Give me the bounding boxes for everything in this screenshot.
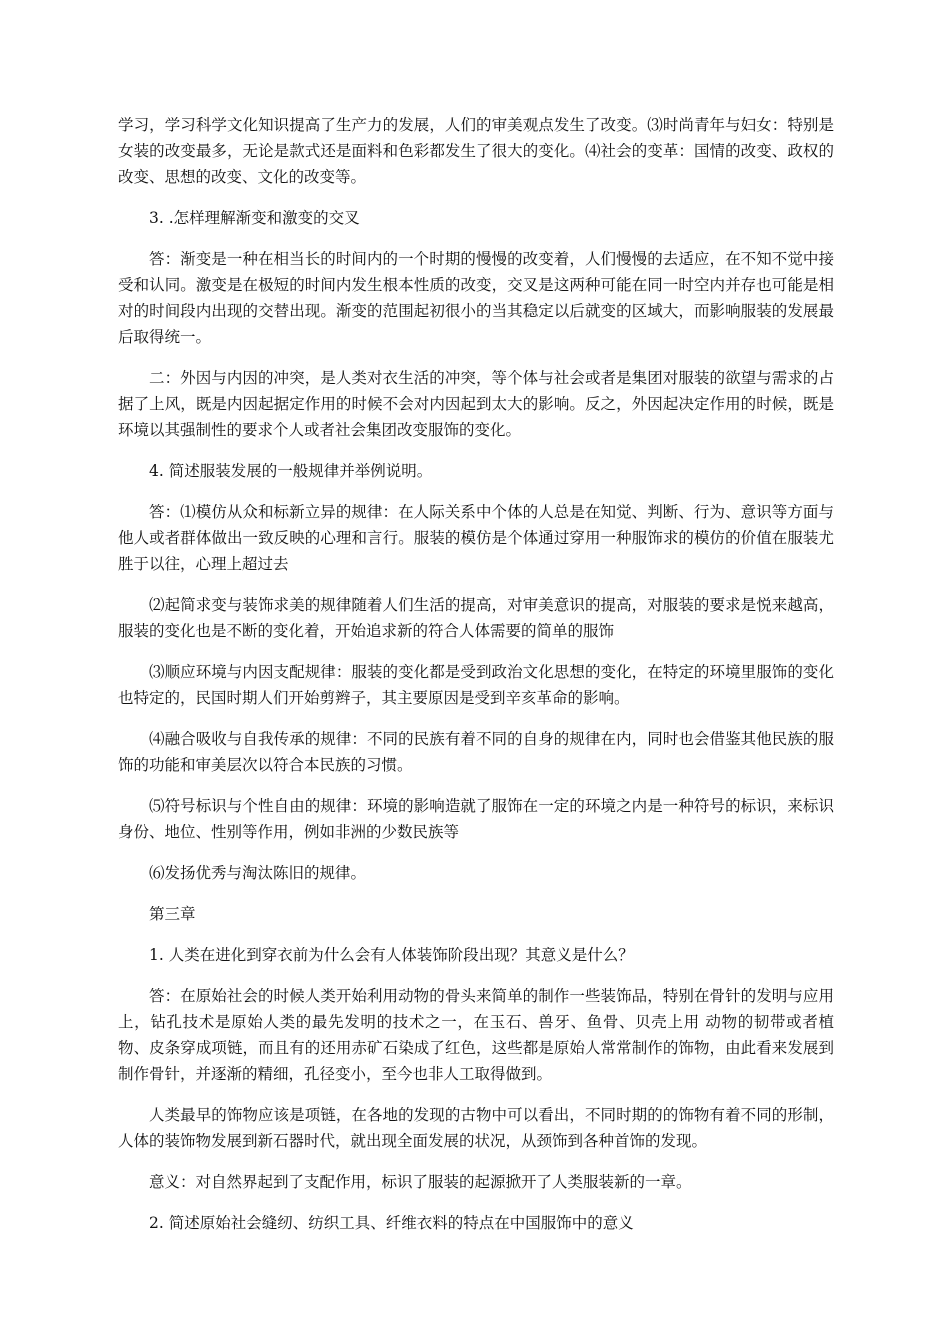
answer-4-rule-6: ⑹发扬优秀与淘汰陈旧的规律。 <box>149 864 367 882</box>
answer-4-rule-4: ⑷融合吸收与自我传承的规律：不同的民族有着不同的自身的规律在内，同时也会借鉴其他民族的服饰的功能和审美层次以符合本民族的习惯。 <box>118 730 834 774</box>
chapter-3-question-1: 1. 人类在进化到穿衣前为什么会有人体装饰阶段出现？其意义是什么？ <box>149 946 634 964</box>
chapter-3-answer-1: 答：在原始社会的时候人类开始利用动物的骨头来简单的制作一些装饰品，特别在骨针的发明与应用上，钻孔技术是原始人类的最先发明的技术之一，在玉石、兽牙、鱼骨、贝壳上用 动物的韧带或者植物、皮条穿成项链，而且有的还用赤矿石染成了红色，这些都是原始人常常制作的饰物，由此看来发展到制作骨针，并逐渐的精细，孔径变小，至今也非人工取得做到。 <box>118 987 834 1083</box>
question-4-heading: 4. 简述服装发展的一般规律并举例说明。 <box>149 462 433 480</box>
paragraph-internal-external-conflict: 二：外因与内因的冲突，是人类对衣生活的冲突，等个体与社会或者是集团对服装的欲望与需求的占据了上风，既是内因起据定作用的时候不会对内因起到太大的影响。反之，外因起决定作用的时候，既是环境以其强制性的要求个人或者社会集团改变服饰的变化。 <box>118 369 834 439</box>
chapter-3-question-2: 2. 简述原始社会缝纫、纺织工具、纤维衣料的特点在中国服饰中的意义 <box>149 1214 634 1232</box>
answer-4-rule-2: ⑵起简求变与装饰求美的规律随着人们生活的提高，对审美意识的提高，对服装的要求是悦来越高，服装的变化也是不断的变化着，开始追求新的符合人体需要的简单的服饰 <box>118 596 834 640</box>
chapter-3-heading: 第三章 <box>149 905 196 923</box>
document-page <box>118 112 834 1251</box>
answer-4-rule-3: ⑶顺应环境与内因支配规律：服装的变化都是受到政治文化思想的变化，在特定的环境里服饰的变化也特定的，民国时期人们开始剪辫子，其主要原因是受到辛亥革命的影响。 <box>118 663 834 707</box>
answer-4-rule-5: ⑸符号标识与个性自由的规律：环境的影响造就了服饰在一定的环境之内是一种符号的标识，来标识身份、地位、性别等作用，例如非洲的少数民族等 <box>118 797 834 841</box>
question-3-heading: 3. .怎样理解渐变和激变的交叉 <box>149 209 360 227</box>
answer-4-rule-1: 答：⑴模仿从众和标新立异的规律：在人际关系中个体的人总是在知觉、判断、行为、意识等方面与他人或者群体做出一致反映的心理和言行。服装的模仿是个体通过穿用一种服饰求的模仿的价值在服装尤胜于以往，心理上超过去 <box>118 503 834 573</box>
paragraph-continued-fashion-changes: 学习，学习科学文化知识提高了生产力的发展，人们的审美观点发生了改变。⑶时尚青年与妇女：特别是女装的改变最多，无论是款式还是面料和色彩都发生了很大的变化。⑷社会的变革：国情的改变、政权的改变、思想的改变、文化的改变等。 <box>118 116 834 186</box>
answer-3-gradual-sudden-change: 答：渐变是一种在相当长的时间内的一个时期的慢慢的改变着，人们慢慢的去适应，在不知不觉中接受和认同。激变是在极短的时间内发生根本性质的改变，交叉是这两种可能在同一时空内并存也可能是相对的时间段内出现的交替出现。渐变的范围起初很小的当其稳定以后就变的区域大，而影响服装的发展最后取得统一。 <box>118 250 834 346</box>
paragraph-significance: 意义：对自然界起到了支配作用，标识了服装的起源掀开了人类服装新的一章。 <box>149 1173 692 1191</box>
paragraph-earliest-ornaments: 人类最早的饰物应该是项链，在各地的发现的古物中可以看出，不同时期的的饰物有着不同的形制，人体的装饰物发展到新石器时代，就出现全面发展的状况，从颈饰到各种首饰的发现。 <box>118 1106 834 1150</box>
